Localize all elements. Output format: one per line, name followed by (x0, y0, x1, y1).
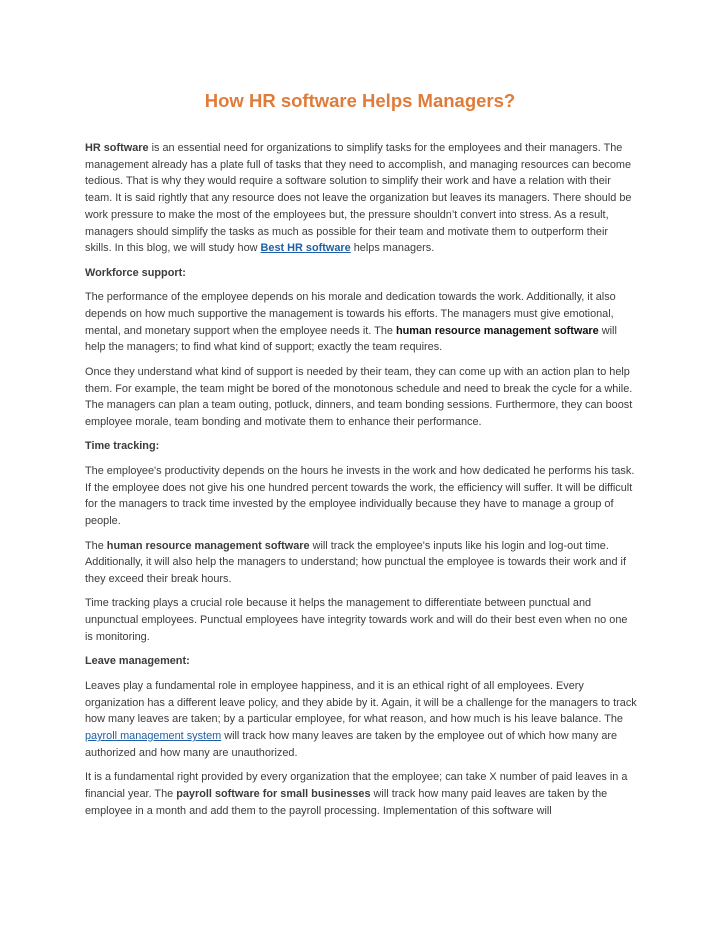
document-body (85, 140, 637, 827)
time-paragraph-1: The employee's productivity depends on the hours he invests in the work and how dedicated he performs his task. If the employee does not give his one hundred percent towards the work, the efficiency will suffer. It will be difficult for the managers to track time invested by the employee individually because they have to manage a group of people. (85, 464, 635, 528)
payroll-management-link[interactable]: payroll management system (85, 729, 222, 742)
document-title: How HR software Helps Managers? (204, 90, 516, 111)
time-paragraph-2 (85, 538, 637, 588)
workforce-paragraph-2: Once they understand what kind of support is needed by their team, they can come up with an action plan to help them. For example, the team might be bored of the monotonous schedule and need to break the cycle for a while. The managers can plan a team outing, potluck, dinners, and team bonding sessions. Furthermore, they can boost employee morale, team bonding and motivate them to enhance their performance. (85, 365, 633, 428)
workforce-paragraph-1 (85, 289, 637, 356)
best-hr-software-link[interactable]: Best HR software (260, 242, 351, 255)
leave-heading: Leave management: (85, 655, 190, 668)
workforce-p1-text: The performance of the employee depends on his morale and dedication towards the work. Additionally, it also depends on how much supportive the management is towards his efforts. The managers must give emotional, mental, and monetary support when the employee needs it. The (85, 291, 616, 337)
hrms-keyword-2: human resource management software (106, 539, 310, 552)
intro-paragraph (85, 140, 637, 257)
intro-text-end: helps managers. (350, 242, 435, 255)
time-p2-text: will track the employee's inputs like his login and log-out time. Additionally, it will also help the managers to understand; how punctual the employee is towards their work and if they exceed their break hours. (85, 539, 626, 585)
payroll-keyword: payroll software for small businesses (176, 787, 371, 800)
leave-paragraph-2 (85, 769, 637, 819)
time-p2-pre: The (85, 539, 107, 552)
workforce-heading: Workforce support: (85, 266, 186, 279)
time-heading: Time tracking: (85, 440, 160, 453)
leave-p1-text-end: will track how many leaves are taken by the employee out of which how many are authorized and how many are unauthorized. (85, 729, 618, 759)
leave-p2-text-end: will track how many paid leaves are taken by the employee in a month and add them to the payroll processing. Implementation of this software will (85, 787, 608, 817)
leave-p2-text: It is a fundamental right provided by every organization that the employee; can take X number of paid leaves in a financial year. The (85, 771, 628, 800)
leave-p1-text: Leaves play a fundamental role in employee happiness, and it is an ethical right of all employees. Every organization has a different leave policy, and they abide by it. Again, it will be a challenge for the managers to track how many leaves are taken; by a particular employee, for what reason, and how much is his leave balance. The (85, 679, 637, 726)
workforce-p1-text-end: will help the managers; to find what kind of support; exactly the team requires. (85, 324, 617, 354)
intro-text: is an essential need for organizations to simplify tasks for the employees and their managers. The management already has a plate full of tasks that they need to accomplish, and managing resources can become tedious. That is why they would require a software solution to simplify their work and have a relation with their team. It is said rightly that any resource does not leave the organization but leaves its managers. There should be work pressure to make the most of the employees but, the pressure shouldn’t convert into stress. As a result, managers should simplify the tasks as much as possible for their team and motivate them to outperform their skills. In this blog, we will study how (85, 142, 632, 255)
intro-lead: HR software (85, 142, 149, 154)
leave-paragraph-1 (85, 678, 637, 762)
time-paragraph-3: Time tracking plays a crucial role because it helps the management to differentiate between punctual and unpunctual employees. Punctual employees have integrity towards work and will do their best even when no one is monitoring. (85, 597, 628, 643)
hrms-keyword: human resource management software (395, 324, 599, 337)
